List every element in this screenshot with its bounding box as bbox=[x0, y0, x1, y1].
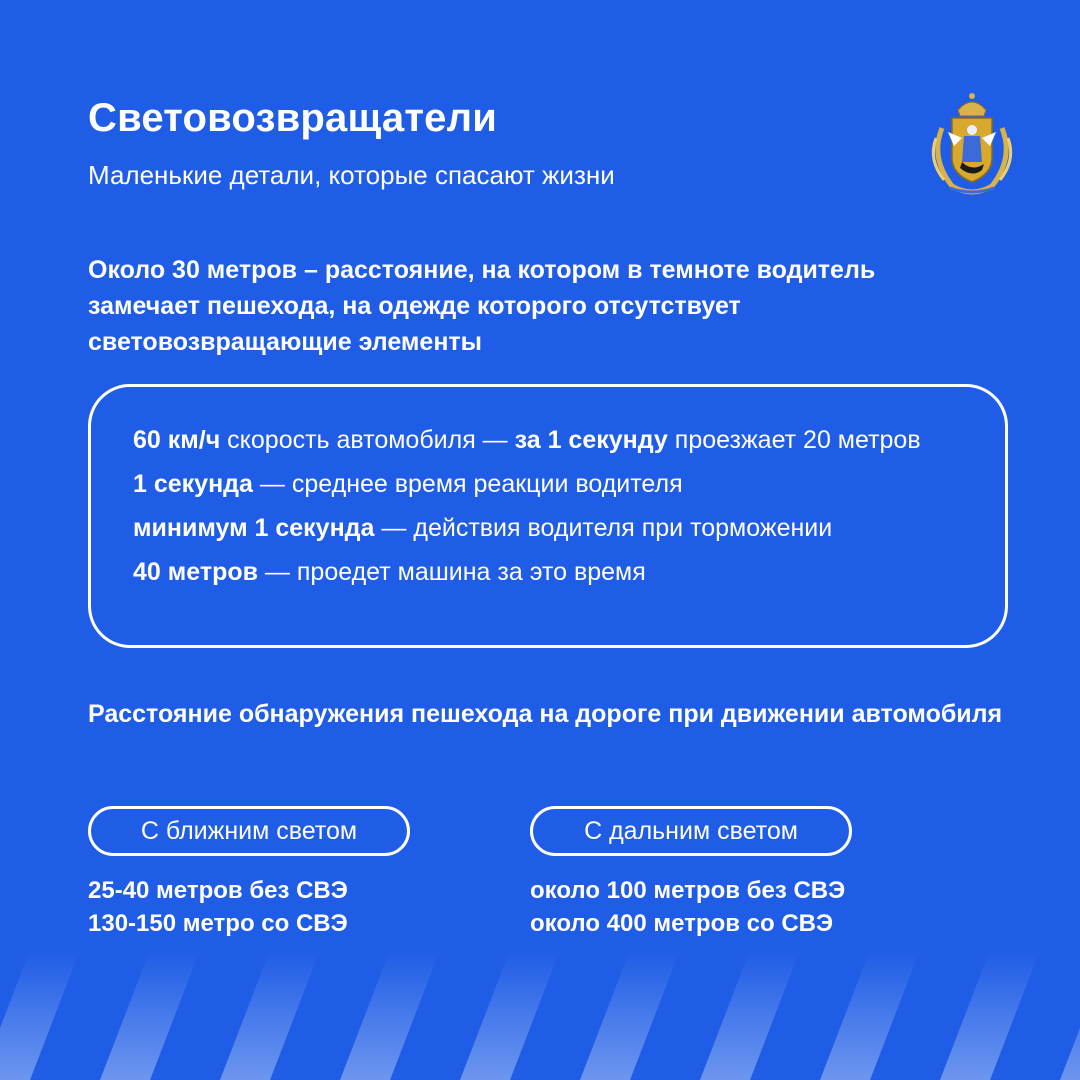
near-light-stats bbox=[88, 874, 348, 940]
fact-row bbox=[133, 555, 985, 589]
far-light-line: около 100 метров без СВЭ bbox=[530, 877, 846, 904]
fact-row bbox=[133, 467, 985, 501]
decorative-stripes bbox=[0, 950, 1080, 1080]
fact-text: — действия водителя при торможении bbox=[374, 514, 833, 542]
page-title: Световозвращатели bbox=[88, 96, 498, 140]
near-light-line: 25-40 метров без СВЭ bbox=[88, 877, 348, 904]
facts-box bbox=[88, 384, 1008, 648]
page-subtitle: Маленькие детали, которые спасают жизни bbox=[88, 160, 615, 190]
fact-text: проезжает 20 метров bbox=[667, 426, 921, 454]
fact-bold: 60 км/ч bbox=[133, 426, 221, 454]
fact-bold: 40 метров bbox=[133, 558, 258, 586]
coat-of-arms-icon bbox=[922, 88, 1022, 198]
near-light-line: 130-150 метро со СВЭ bbox=[88, 910, 348, 937]
fact-text: — проедет машина за это время bbox=[257, 558, 646, 586]
fact-row bbox=[133, 423, 985, 457]
far-light-pill: С дальним светом bbox=[530, 806, 852, 856]
fact-row bbox=[133, 511, 985, 545]
near-light-pill: С ближним светом bbox=[88, 806, 410, 856]
intro-text: Около 30 метров – расстояние, на котором в темноте водитель замечает пешехода, на одежде которого отсутствует световозвращающие элементы bbox=[88, 256, 876, 356]
fact-bold: 1 секунда bbox=[133, 470, 253, 498]
fact-text: — среднее время реакции водителя bbox=[252, 470, 683, 498]
fact-text: скорость автомобиля — bbox=[220, 426, 515, 454]
fact-bold: за 1 секунду bbox=[514, 426, 668, 454]
far-light-line: около 400 метров со СВЭ bbox=[530, 910, 834, 937]
section-heading: Расстояние обнаружения пешехода на дороге при движении автомобиля bbox=[88, 700, 1003, 728]
far-light-stats bbox=[530, 874, 845, 940]
fact-bold: минимум 1 секунда bbox=[133, 514, 375, 542]
